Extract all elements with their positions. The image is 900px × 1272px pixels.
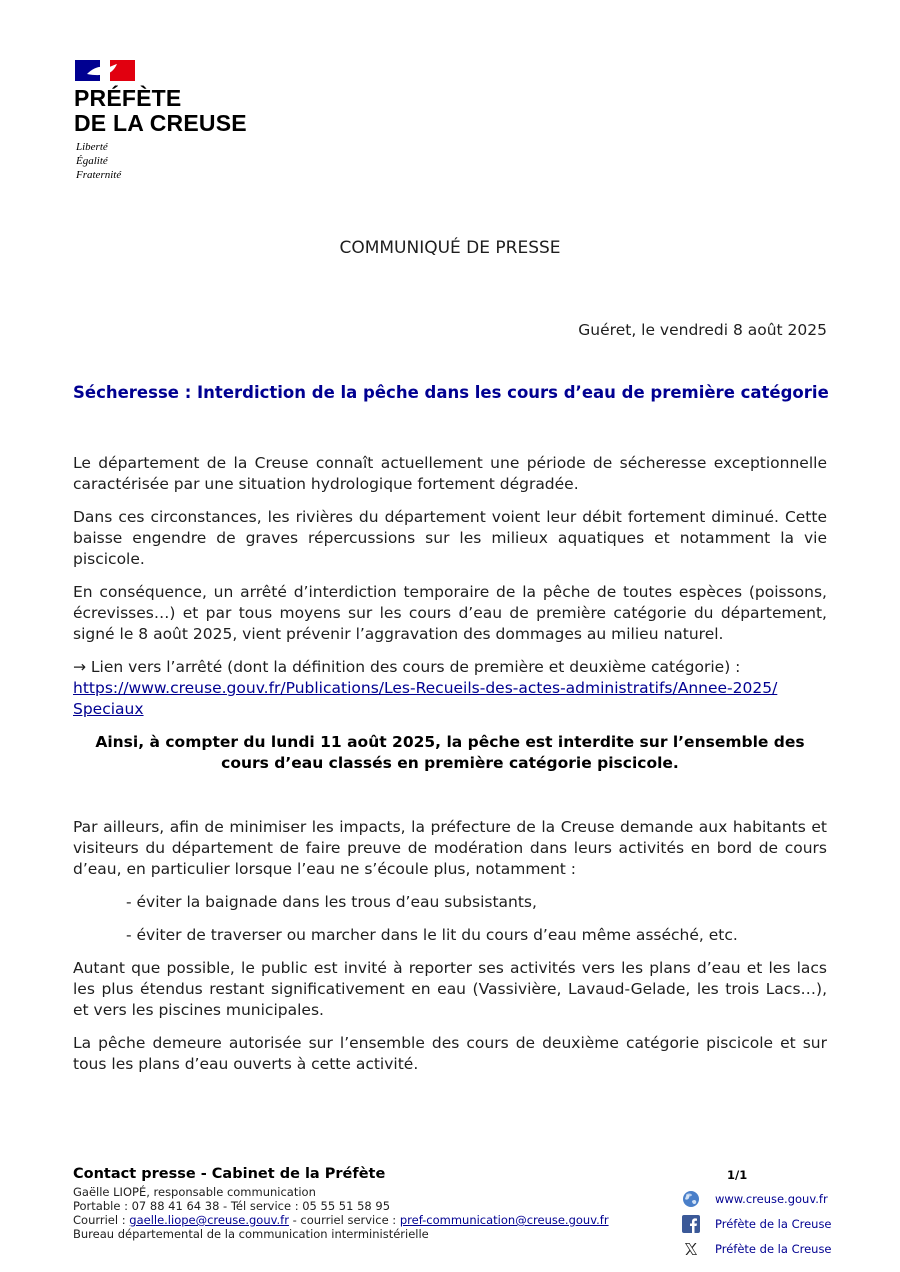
arrete-link-line2: Speciaux <box>73 700 144 718</box>
x-icon <box>681 1239 701 1259</box>
facebook-icon <box>681 1214 701 1234</box>
document-body <box>73 453 827 1087</box>
social-facebook[interactable] <box>681 1211 851 1236</box>
press-contact <box>73 1166 673 1241</box>
email-service-label: - courriel service : <box>288 1213 400 1227</box>
devise-fraternite: Fraternité <box>76 169 122 181</box>
link-intro: → Lien vers l’arrêté (dont la définition des cours de première et deuxième catégorie) : <box>73 658 741 676</box>
document-type: COMMUNIQUÉ DE PRESSE <box>339 238 561 258</box>
page-number: 1/1 <box>727 1168 748 1182</box>
contact-name: Gaëlle LIOPÉ, responsable communication <box>73 1185 316 1199</box>
paragraph: Le département de la Creuse connaît actuellement une période de sécheresse exceptionnelle caractérisée par une situation hydrologique fortement dégradée. <box>73 454 827 493</box>
paragraph: Dans ces circonstances, les rivières du département voient leur débit fortement diminué. Cette baisse engendre de graves répercussions sur les milieux aquatiques et notamment la vie piscicole. <box>73 508 827 568</box>
paragraph: La pêche demeure autorisée sur l’ensemble des cours de deuxième catégorie piscicole et sur tous les plans d’eau ouverts à cette activité. <box>73 1034 827 1073</box>
emphasis-paragraph: Ainsi, à compter du lundi 11 août 2025, la pêche est interdite sur l’ensemble des cours d’eau classés en première catégorie piscicole. <box>95 733 805 772</box>
social-facebook-label: Préfète de la Creuse <box>715 1216 832 1231</box>
social-links <box>681 1186 851 1261</box>
devise <box>76 140 121 182</box>
list-item: - éviter la baignade dans les trous d’eau subsistants, <box>126 893 537 911</box>
devise-egalite: Égalité <box>76 155 108 167</box>
service-email-link[interactable]: pref-communication@creuse.gouv.fr <box>399 1213 609 1227</box>
arrete-link-line1: https://www.creuse.gouv.fr/Publications/Les-Recueils-des-actes-administratifs/Annee-2025/ <box>73 679 778 697</box>
paragraph: Autant que possible, le public est invité à reporter ses activités vers les plans d’eau et les lacs les plus étendus restant significativement en eau (Vassivière, Lavaud-Gelade, les trois Lacs…), et vers les piscines municipales. <box>73 959 827 1019</box>
bureau-line: Bureau départemental de la communication interministérielle <box>73 1227 429 1241</box>
document-title: Sécheresse : Interdiction de la pêche dans les cours d’eau de première catégorie <box>73 383 829 402</box>
paragraph: Par ailleurs, afin de minimiser les impacts, la préfecture de la Creuse demande aux habitants et visiteurs du département de faire preuve de modération dans leurs activités en bord de cours d’eau, en particulier lorsque l’eau ne s’écoule plus, notamment : <box>73 818 827 878</box>
document-date: Guéret, le vendredi 8 août 2025 <box>578 321 827 339</box>
list-item: - éviter de traverser ou marcher dans le lit du cours d’eau même asséché, etc. <box>126 926 738 944</box>
arrete-link-block <box>73 657 827 720</box>
contact-title: Contact presse - Cabinet de la Préfète <box>73 1166 386 1182</box>
institution-line2: DE LA CREUSE <box>74 110 247 136</box>
institution-name <box>74 86 247 136</box>
marianne-logo <box>75 60 135 81</box>
paragraph: En conséquence, un arrêté d’interdiction temporaire de la pêche de toutes espèces (poissons, écrevisses…) et par tous moyens sur les cours d’eau de première catégorie du département, signé le 8 août 2025, vient prévenir l’aggravation des dommages au milieu naturel. <box>73 583 827 643</box>
social-website-label: www.creuse.gouv.fr <box>715 1191 828 1206</box>
devise-liberte: Liberté <box>76 141 108 153</box>
social-x-label: Préfète de la Creuse <box>715 1241 832 1256</box>
globe-icon <box>681 1189 701 1209</box>
social-website[interactable] <box>681 1186 851 1211</box>
contact-phones: Portable : 07 88 41 64 38 - Tél service : 05 55 51 58 95 <box>73 1199 391 1213</box>
contact-emails <box>73 1213 673 1227</box>
contact-email-link[interactable]: gaelle.liope@creuse.gouv.fr <box>129 1213 289 1227</box>
arrete-link[interactable] <box>73 679 777 718</box>
email-label: Courriel : <box>73 1213 130 1227</box>
institution-line1: PRÉFÈTE <box>74 85 182 111</box>
marianne-profile-icon <box>83 62 127 79</box>
social-x[interactable] <box>681 1236 851 1261</box>
